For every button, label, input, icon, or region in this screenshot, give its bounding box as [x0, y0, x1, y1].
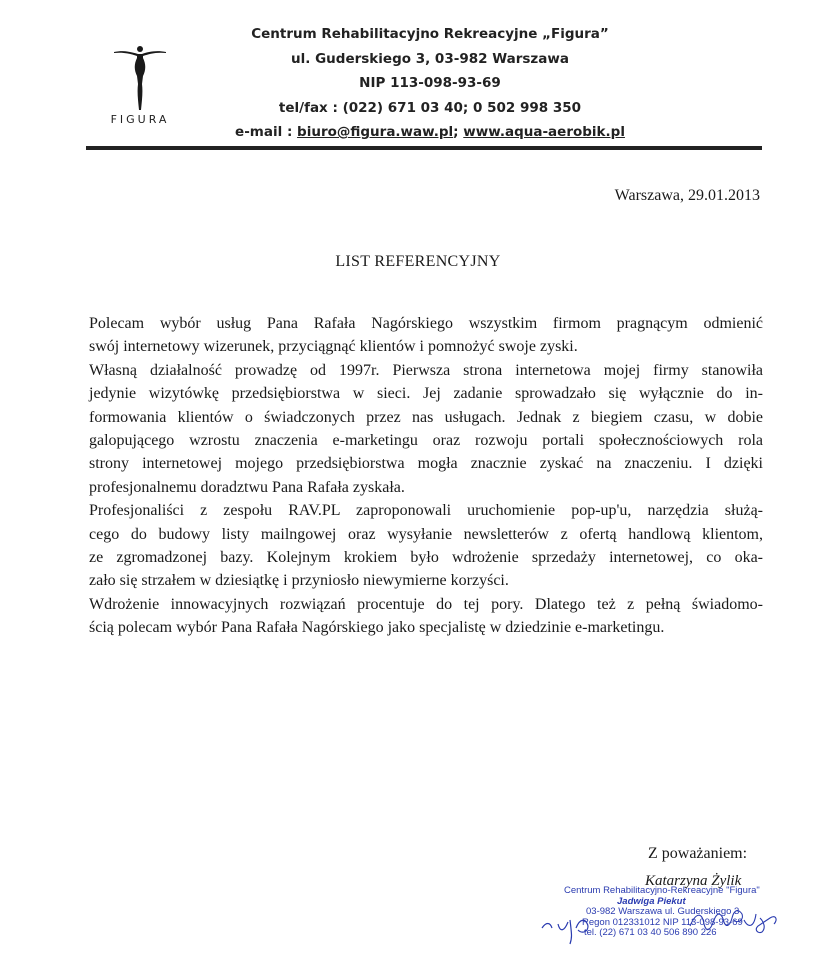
stamp-line: Regon 012331012 NIP 113-098-93-69: [582, 916, 743, 928]
header-divider: [86, 146, 762, 150]
body-line: cego do budowy listy mailngowej oraz wysyłanie newsletterów z ofertą handlową klientom,: [89, 525, 763, 543]
logo-wordmark: FIGURA: [110, 113, 170, 126]
email-separator: ;: [453, 124, 464, 140]
stamp-line: Jadwiga Piekut: [617, 895, 686, 907]
body-line: zało się strzałem w dziesiątkę i przyniosło niewymierne korzyści.: [89, 572, 509, 590]
closing-phrase: Z poważaniem:: [648, 845, 748, 862]
letter-body: [89, 312, 763, 640]
body-line: Własną działalność prowadzę od 1997r. Pierwsza strona internetowa mojej firmy stanowiła: [89, 361, 763, 379]
body-line: galopującego wzrostu znaczenia e-marketingu oraz rozwoju portali społecznościowych rola: [89, 432, 763, 450]
body-line: Wdrożenie innowacyjnych rozwiązań procentuje do tej pory. Dlatego też z pełną świadomo-: [89, 595, 763, 613]
company-phone: tel/fax : (022) 671 03 40; 0 502 998 350: [278, 99, 582, 116]
stamp-line: 03-982 Warszawa ul. Guderskiego 3: [586, 906, 740, 917]
email-link[interactable]: biuro@figura.waw.pl: [297, 124, 454, 140]
company-stamp: [562, 886, 772, 952]
body-line: ścią polecam wybór Pana Rafała Nagórskiego jako specjalistę w dziedzinie e-marketingu.: [89, 619, 665, 637]
body-line: profesjonalnemu doradztwu Pana Rafała zyskała.: [89, 478, 405, 496]
letter-date: Warszawa, 29.01.2013: [614, 187, 760, 204]
letter-title: LIST REFERENCYJNY: [335, 253, 501, 270]
figura-logo: [98, 40, 182, 130]
company-contact: [200, 120, 660, 145]
letterhead-block: [200, 22, 660, 145]
body-line: ze zgromadzonej bazy. Kolejnym krokiem było wdrożenie sprzedaży internetowej, co oka-: [89, 549, 763, 567]
company-address: ul. Guderskiego 3, 03-982 Warszawa: [291, 50, 569, 67]
signer-name: Katarzyna Żylik: [645, 873, 742, 889]
stamp-line: Centrum Rehabilitacyjno-Rekreacyjne "Figura": [564, 885, 760, 896]
body-line: swój internetowy wizerunek, przyciągnąć klientów i pomnożyć swoje zyski.: [89, 338, 578, 356]
body-line: strony internetowej mojego przedsiębiorstwa mogła znacznie zyskać na znaczeniu. I dzięki: [89, 455, 763, 473]
stamp-line: tel. (22) 671 03 40 506 890 226: [584, 927, 717, 938]
body-line: Polecam wybór usług Pana Rafała Nagórskiego wszystkim firmom pragnącym odmienić: [89, 315, 763, 332]
company-nip: NIP 113-098-93-69: [359, 75, 501, 91]
website-link[interactable]: www.aqua-aerobik.pl: [463, 124, 625, 140]
company-name: Centrum Rehabilitacyjno Rekreacyjne „Figura”: [251, 26, 609, 42]
body-line: jedynie wizytówkę przedsiębiorstwa w sieci. Jej zadanie sprowadzało się wyłącznie do in-: [89, 385, 763, 403]
body-line: formowania klientów o świadczonych przez nas usługach. Jednak z biegiem czasu, w dobie: [89, 408, 763, 426]
body-line: Profesjonaliści z zespołu RAV.PL zaproponowali uruchomienie pop-up'u, narzędzia służą-: [89, 502, 763, 520]
figure-silhouette-icon: [112, 40, 168, 112]
email-label: e-mail :: [235, 124, 298, 140]
